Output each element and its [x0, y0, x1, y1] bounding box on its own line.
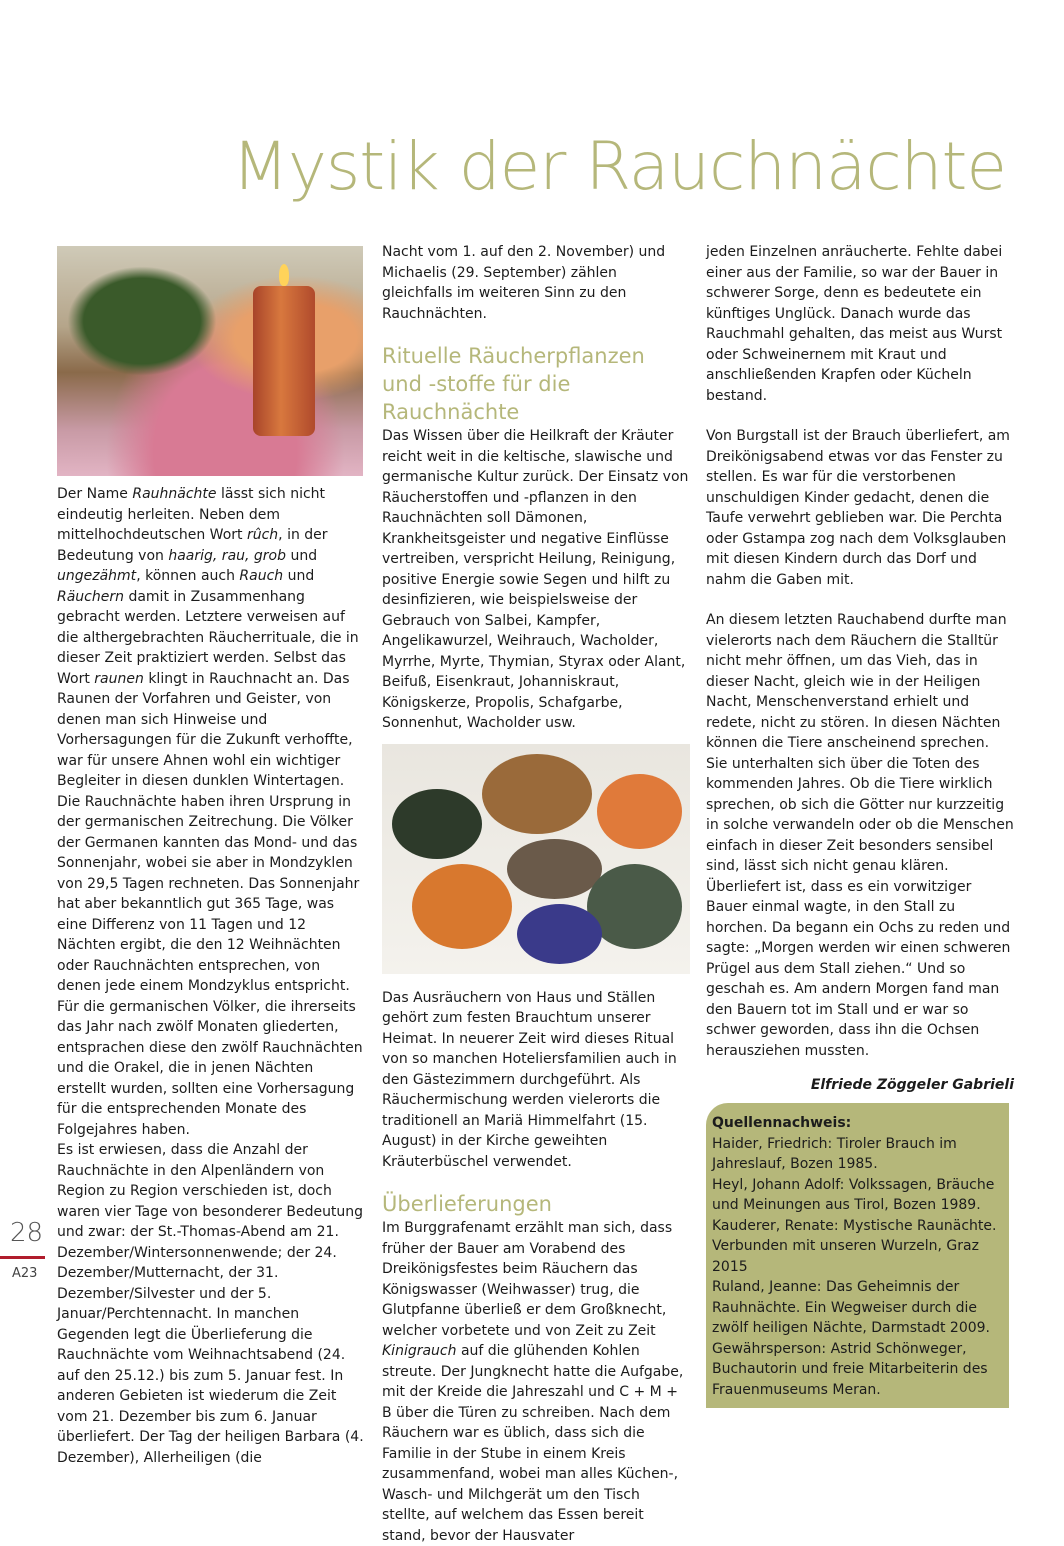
herb-pile	[517, 904, 602, 964]
herb-pile	[482, 754, 592, 834]
traditions-paragraph: Im Burggrafenamt erzählt man sich, dass früher der Bauer am Vorabend des Dreikönigsfestes beim Räuchern das Königswasser (Weihwasser) trug, die Glutpfanne überließ er dem Großknecht, welcher vorbetete und von Zeit zu Zeit Kinigrauch auf die glühenden Kohlen streute. Der Jungknecht hatte die Aufgabe, mit der Kreide die Jahreszahl und C + M + B über die Türen zu schreiben. Nach dem Räuchern war es üblich, dass sich die Familie in der Stube in einem Kreis zusammenfand, wobei man alles Küchen-, Wasch- und Milchgerät um den Tisch stellte, auf welchem das Essen bereit stand, bevor der Hausvater	[382, 1220, 684, 1544]
author-name: Elfriede Zöggeler Gabrieli	[810, 1077, 1014, 1093]
page-number: 28	[10, 1218, 44, 1248]
heading-herbs: Rituelle Räucherpflanzen und -stoffe für die Rauchnächte	[382, 344, 645, 424]
origin-paragraph: Die Rauchnächte haben ihren Ursprung in der germanischen Zeitrechung. Die Völker der Germanen kannten das Mond- und das Sonnenjahr, wobei sie aber in Mondzyklen von 29,5 Tagen rechneten. Das Sonnenjahr hat aber bekanntlich gut 365 Tage, was eine Differenz von 11 Tagen und 12 Nächten ergibt, die den 12 Weihnächten oder Rauchnächten entsprechen, von denen jede einem Mondzyklus entspricht. Für die germanischen Völker, die ihrerseits das Jahr nach zwölf Monaten gliederten, entsprachen diese den zwölf Rauchnächten und die Orakel, die in jenen Nächten erstellt wurden, sollten eine Vorhersagung für die entsprechenden Monate des Folgejahres haben.	[57, 793, 363, 1138]
animals-paragraph: An diesem letzten Rauchabend durfte man vielerorts nach dem Räuchern die Stalltür nicht mehr öffnen, um das Vieh, das in dieser Nacht, gleich wie in der Heiligen Nacht, Menschenverstand erhielt und redete, nicht zu stören. In diesen Nächten können die Tiere anscheinend sprechen. Sie unterhalten sich über die Toten des kommenden Jahres. Ob die Tiere wirklich sprechen, ob sich die Götter nur kurzzeitig in solche verwandeln oder ob die Menschen einfach in dieser Zeit besonders sensibel sind, lässt sich nicht genau klären. Überliefert ist, dass es ein vorwitziger Bauer einmal wagte, in den Stall zu horchen. Da begann ein Ochs zu reden und sagte: „Morgen werden wir einen schweren Prügel aus dem Stall ziehen.“ Und so geschah es. Am andern Morgen fand man den Bauern tot im Stall und er war so schwer geworden, dass ihn die Ochsen herausziehen mussten.	[706, 612, 1014, 1059]
column-3	[706, 242, 1014, 1096]
smoking-paragraph: Das Ausräuchern von Haus und Ställen gehört zum festen Brauchtum unserer Heimat. In neuerer Zeit wird dieses Ritual von so manchen Hoteliersfamilien auch in den Gästezimmern durchgeführt. Als Räuchermischung werden vielerorts die traditionell an Mariä Himmelfahrt (15. August) in der Kirche geweihten Kräuterbüschel verwendet.	[382, 989, 677, 1170]
regions-paragraph: Es ist erwiesen, dass die Anzahl der Rauchnächte in den Alpenländern von Region zu Region verschieden ist, doch waren vier Tage von besonderer Bedeutung und zwar: der St.-Thomas-Abend am 21. Dezember/Wintersonnenwende; der 24. Dezember/Mutternacht, der 31. Dezember/Silvester und der 5. Januar/Perchtennacht. In manchen Gegenden legt die Überlieferung die Rauchnächte vom Weihnachtsabend (24. auf den 25.12.) bis zum 5. Januar fest. In anderen Gebieten ist wiederum die Zeit vom 21. Dezember bis zum 6. Januar überliefert. Der Tag der heiligen Barbara (4. Dezember), Allerheiligen (die	[57, 1142, 364, 1466]
source-item: Gewährsperson: Astrid Schönweger, Buchautorin und freie Mitarbeiterin des Frauenmuseums Meran.	[712, 1340, 988, 1398]
intro-paragraph: Der Name Rauhnächte lässt sich nicht eindeutig herleiten. Neben dem mittelhochdeutschen Wort rûch, in der Bedeutung von haarig, rau, grob und ungezähmt, können auch Rauch und Räuchern damit in Zusammenhang gebracht werden. Letztere verweisen auf die althergebrachten Räucherrituale, die in dieser Zeit praktiziert werden. Selbst das Wort raunen klingt in Rauchnacht an. Das Raunen der Vorfahren und Geister, von denen man sich Hinweise und Vorhersagungen für die Zukunft verhoffte, war für unsere Ahnen wohl ein wichtiger Begleiter in diesen dunklen Wintertagen.	[57, 486, 359, 789]
source-item: Kauderer, Renate: Mystische Raunächte. Verbunden mit unseren Wurzeln, Graz 2015	[712, 1217, 997, 1275]
sources-box	[706, 1103, 1009, 1408]
candle-flame	[279, 264, 289, 286]
article-title: Mystik der Rauchnächte	[231, 128, 1006, 205]
burgstall-paragraph: Von Burgstall ist der Brauch überliefert, am Dreikönigsabend etwas vor das Fenster zu stellen. Es war für die verstorbenen unschuldigen Kinder gedacht, denen die Taufe verwehrt geblieben war. Die Perchta oder Gstampa zog nach dem Volksglauben mit diesen Kindern durch das Dorf und nahm die Gaben mit.	[706, 428, 1010, 588]
candle	[253, 286, 315, 436]
herb-pile	[507, 839, 602, 899]
page-number-bar	[0, 1256, 45, 1259]
herb-pile	[412, 864, 512, 949]
candle-photo	[57, 246, 363, 476]
herbs-paragraph: Das Wissen über die Heilkraft der Kräuter reicht weit in die keltische, slawische und germanische Kultur zurück. Der Einsatz von Räucherstoffen und -pflanzen in den Rauchnächten soll Dämonen, Krankheitsgeister und negative Einflüsse vertreiben, verspricht Heilung, Reinigung, positive Energie sowie Segen und hilft zu desinfizieren, wie beispielsweise der Gebrauch von Salbei, Kampfer, Angelikawurzel, Weihrauch, Wacholder, Myrrhe, Myrte, Thymian, Styrax oder Alant, Beifuß, Eisenkraut, Johanniskraut, Königskerze, Propolis, Schafgarbe, Sonnenhut, Wacholder usw.	[382, 428, 689, 731]
rauchmahl-paragraph: jeden Einzelnen anräucherte. Fehlte dabei einer aus der Familie, so war der Bauer in schwerer Sorge, denn es bedeutete ein künftiges Unglück. Danach wurde das Rauchmahl gehalten, das meist aus Wurst oder Schweinernem mit Kraut und anschließenden Krapfen oder Kücheln bestand.	[706, 244, 1003, 404]
column-2	[382, 242, 690, 1546]
continuation-paragraph: Nacht vom 1. auf den 2. November) und Michaelis (29. September) zählen gleichfalls im weiteren Sinn zu den Rauchnächten.	[382, 244, 666, 322]
source-item: Heyl, Johann Adolf: Volkssagen, Bräuche und Meinungen aus Tirol, Bozen 1989.	[712, 1176, 995, 1213]
column-1	[57, 242, 365, 1468]
fir-branches	[67, 266, 217, 376]
page-tag: A23	[12, 1266, 38, 1281]
sources-heading: Quellennachweis:	[712, 1115, 852, 1131]
herb-pile	[392, 789, 482, 859]
source-item: Ruland, Jeanne: Das Geheimnis der Rauhnächte. Ein Wegweiser durch die zwölf heiligen Nächte, Darmstadt 2009.	[712, 1279, 991, 1336]
herb-pile	[597, 774, 682, 849]
herbs-photo	[382, 744, 690, 974]
heading-traditions: Überlieferungen	[382, 1192, 552, 1216]
source-item: Haider, Friedrich: Tiroler Brauch im Jahreslauf, Bozen 1985.	[712, 1135, 957, 1172]
